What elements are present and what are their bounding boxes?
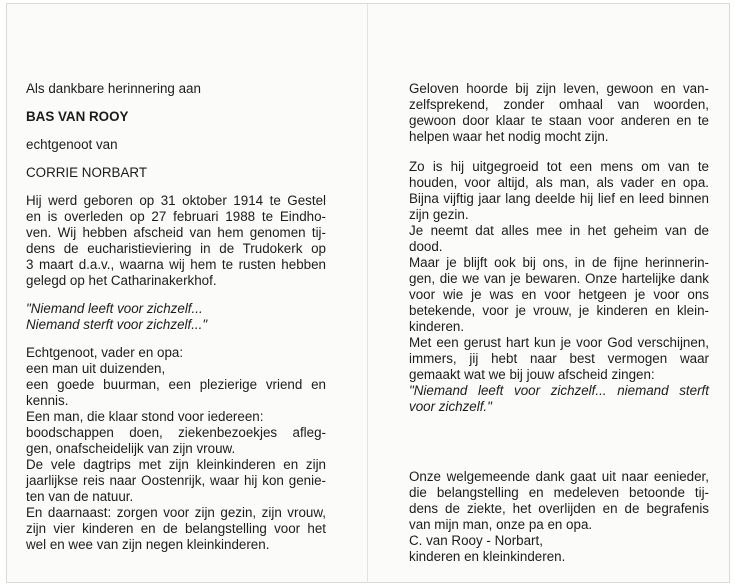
biography-line: gelegd op het Catharinakerkhof. <box>26 273 217 288</box>
tribute-line: zijn vier kinderen en de belangstelling voor het <box>26 521 326 536</box>
card-fold <box>367 3 368 583</box>
tribute-line: een goede buurman, een plezierige vriend en <box>26 377 326 392</box>
closing-quote <box>409 383 709 415</box>
faith-paragraph <box>409 81 709 145</box>
biography-line: dens de eucharistieviering in de Trudokerk op <box>26 241 326 256</box>
tribute-line: wel en wee van zijn negen kleinkinderen. <box>26 537 270 552</box>
growth-line: dood. <box>409 239 443 254</box>
biography-line: ven. Wij hebben afscheid van hem genomen tij- <box>26 225 326 240</box>
faith-line: gewoon door klaar te staan voor anderen en te <box>409 113 709 128</box>
faith-line: Geloven hoorde bij zijn leven, gewoon en van- <box>409 81 709 96</box>
growth-line: Maar je blijft ook bij ons, in de fijne herinnerin- <box>409 255 709 270</box>
growth-paragraph <box>409 159 709 383</box>
tribute-line: een man uit duizenden, <box>26 361 166 376</box>
tribute-line: En daarnaast: zorgen voor zijn gezin, zijn vrouw, <box>26 505 326 520</box>
growth-line: zijn gezin. <box>409 207 469 222</box>
closing-quote-line: "Niemand leeft voor zichzelf... niemand sterft <box>409 383 709 398</box>
thanks-line: van mijn man, onze pa en opa. <box>409 517 593 532</box>
spouse-name: CORRIE NORBART <box>26 165 148 180</box>
growth-line: gen, die we van je bewaren. Onze hartelijke dank <box>409 271 709 286</box>
thanks-line: die belangstelling en medeleven betoonde tij- <box>409 485 709 500</box>
biography-line: Hij werd geboren op 31 oktober 1914 te Gestel <box>26 193 326 208</box>
tribute-line: ten van de natuur. <box>26 489 134 504</box>
growth-line: Zo is hij uitgegroeid tot een mens om van te <box>409 159 709 174</box>
biography-line: 3 maart d.a.v., waarna wij hem te rusten hebben <box>26 257 326 272</box>
tribute-line: Echtgenoot, vader en opa: <box>26 345 184 360</box>
right-column <box>409 81 709 565</box>
growth-line: gemaakt wat we bij jouw afscheid zingen: <box>409 367 655 382</box>
tribute-paragraph <box>26 345 326 553</box>
left-column <box>26 81 326 553</box>
growth-line: Bijna vijftig jaar lang deelde hij lief en leed binnen <box>409 191 709 206</box>
thanks-line: dens de ziekte, het overlijden en de begrafenis <box>409 501 709 516</box>
faith-line: helpen waar het nodig mocht zijn. <box>409 129 609 144</box>
tribute-line: kennis. <box>26 393 69 408</box>
signature: C. van Rooy - Norbart, <box>409 533 543 548</box>
closing-quote-line: voor zichzelf." <box>409 399 492 414</box>
intro-text: Als dankbare herinnering aan <box>26 81 201 96</box>
tribute-line: Een man, die klaar stond voor iedereen: <box>26 409 264 424</box>
tribute-line: boodschappen doen, ziekenbezoekjes afleg- <box>26 425 326 440</box>
growth-line: houden, voor altijd, als man, als vader en opa. <box>409 175 709 190</box>
thanks-paragraph <box>409 469 709 533</box>
growth-line: Je neemt dat alles mee in het geheim van de <box>409 223 709 238</box>
thanks-line: Onze welgemeende dank gaat uit naar eenieder, <box>409 469 709 484</box>
growth-line: immers, jij hebt naar best vermogen waar <box>409 351 709 366</box>
tribute-line: gen, onafscheidelijk van zijn vrouw. <box>26 441 236 456</box>
biography-paragraph <box>26 193 326 289</box>
quote-line: "Niemand leeft voor zichzelf... <box>26 301 203 316</box>
growth-line: voor wie je was en voor hetgeen je voor ons <box>409 287 709 302</box>
faith-line: zelfsprekend, zonder omhaal van woorden, <box>409 97 709 112</box>
quote-line: Niemand sterft voor zichzelf..." <box>26 317 208 332</box>
tribute-line: jaarlijkse reis naar Oostenrijk, waar hij kon genie- <box>26 473 326 488</box>
growth-line: betekende, voor je vrouw, je kinderen en klein- <box>409 303 709 318</box>
growth-line: Met een gerust hart kun je voor God verschijnen, <box>409 335 709 350</box>
growth-line: kinderen. <box>409 319 465 334</box>
biography-line: en is overleden op 27 februari 1988 te Eindho- <box>26 209 326 224</box>
spouse-of-text: echtgenoot van <box>26 137 118 152</box>
quote-paragraph <box>26 301 326 333</box>
tribute-line: De vele dagtrips met zijn kleinkinderen en zijn <box>26 457 326 472</box>
signature-family: kinderen en kleinkinderen. <box>409 549 566 564</box>
deceased-name: BAS VAN ROOY <box>26 109 129 124</box>
